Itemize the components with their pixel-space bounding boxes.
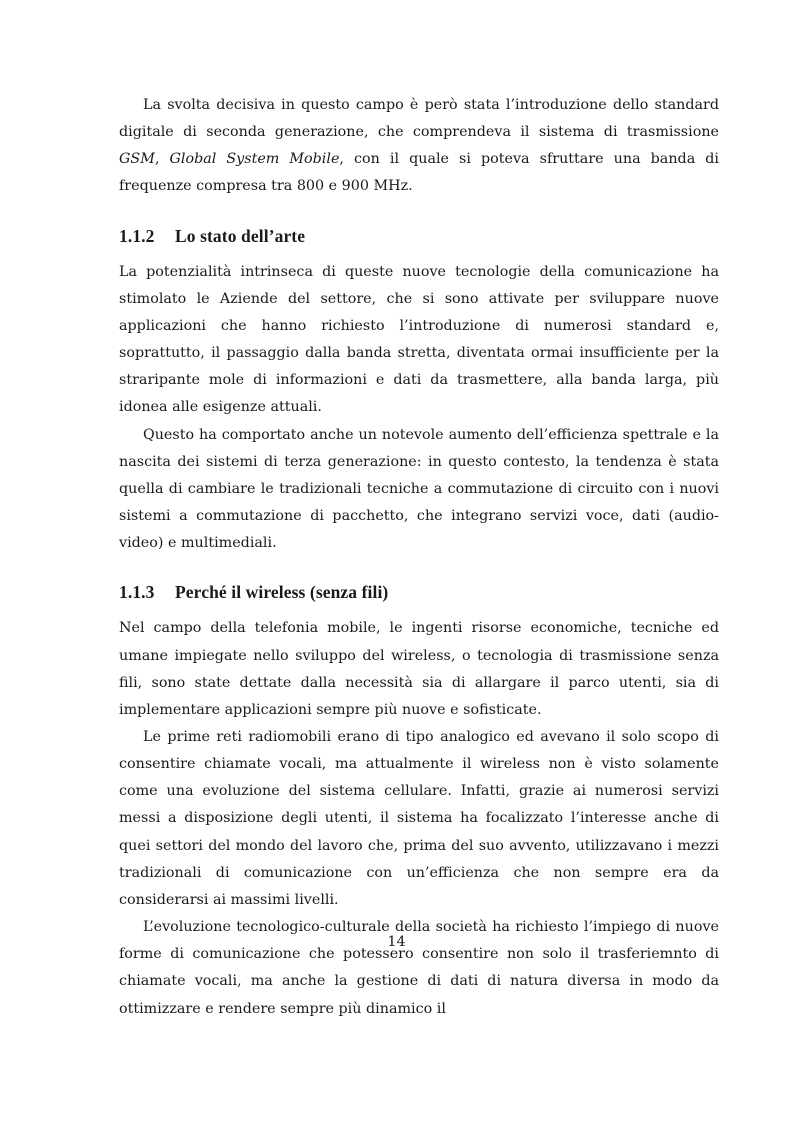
section-number: 1.1.2 — [119, 225, 155, 246]
paragraph-text: , con il quale si poteva sfruttare una banda di frequenze compresa tra 800 e 900 MHz. — [119, 151, 719, 195]
page-body — [119, 92, 719, 1023]
emphasis-gsm: GSM — [119, 151, 155, 168]
section-title: Perché il wireless (senza fili) — [175, 582, 389, 603]
paragraph: L’evoluzione tecnologico-culturale della società ha richiesto l’impiego di nuove forme di comunicazione che potessero consentire non solo il trasferiemnto di chiamate vocali, ma anche la gestione di dati di natura diversa in modo da ottimizzare e rendere sempre più dinamico il — [119, 919, 719, 1017]
paragraph: Nel campo della telefonia mobile, le ingenti risorse economiche, tecniche ed umane impiegate nello sviluppo del wireless, o tecnologia di trasmissione senza fili, sono state dettate dalla necessità sia di allargare il parco utenti, sia di implementare applicazioni sempre più nuove e sofisticate. — [119, 620, 719, 718]
paragraph: La potenzialità intrinseca di queste nuove tecnologie della comunicazione ha stimolato le Aziende del settore, che si sono attivate per sviluppare nuove applicazioni che hanno richiesto l’introduzione di numerosi standard e, soprattutto, il passaggio dalla banda stretta, diventata ormai insufficiente per la straripante mole di informazioni e dati da trasmettere, alla banda larga, più idonea alle esigenze attuali. — [119, 263, 719, 416]
emphasis-global-system-mobile: Global System Mobile — [169, 151, 340, 168]
section-title: Lo stato dell’arte — [175, 225, 306, 246]
section-number: 1.1.3 — [119, 582, 155, 603]
paragraph-text: La svolta decisiva in questo campo è però stata l’introduzione dello standard digitale di seconda generazione, che comprendeva il sistema di trasmissione — [119, 97, 719, 141]
paragraph: Questo ha comportato anche un notevole aumento dell’efficienza spettrale e la nascita dei sistemi di terza generazione: in questo contesto, la tendenza è stata quella di cambiare le tradizionali tecniche a commutazione di circuito con i nuovi sistemi a commutazione di pacchetto, che integrano servizi voce, dati (audio-video) e multimediali. — [119, 426, 719, 552]
paragraph-text: , — [154, 151, 170, 168]
page-number: 14 — [387, 934, 406, 950]
paragraph: Le prime reti radiomobili erano di tipo analogico ed avevano il solo scopo di consentire chiamate vocali, ma attualmente il wireless non è visto solamente come una evoluzione del sistema cellulare. Infatti, grazie ai numerosi servizi messi a disposizione degli utenti, il sistema ha focalizzato l’interesse anche di quei settori del mondo del lavoro che, prima del suo avvento, utilizzavano i mezzi tradizionali di comunicazione con un’efficienza che non sempre era da considerarsi ai massimi livelli. — [119, 728, 719, 908]
section-heading-1-1-3 — [119, 580, 719, 604]
section-heading-1-1-2 — [119, 224, 719, 248]
paragraph-gsm — [119, 92, 719, 201]
